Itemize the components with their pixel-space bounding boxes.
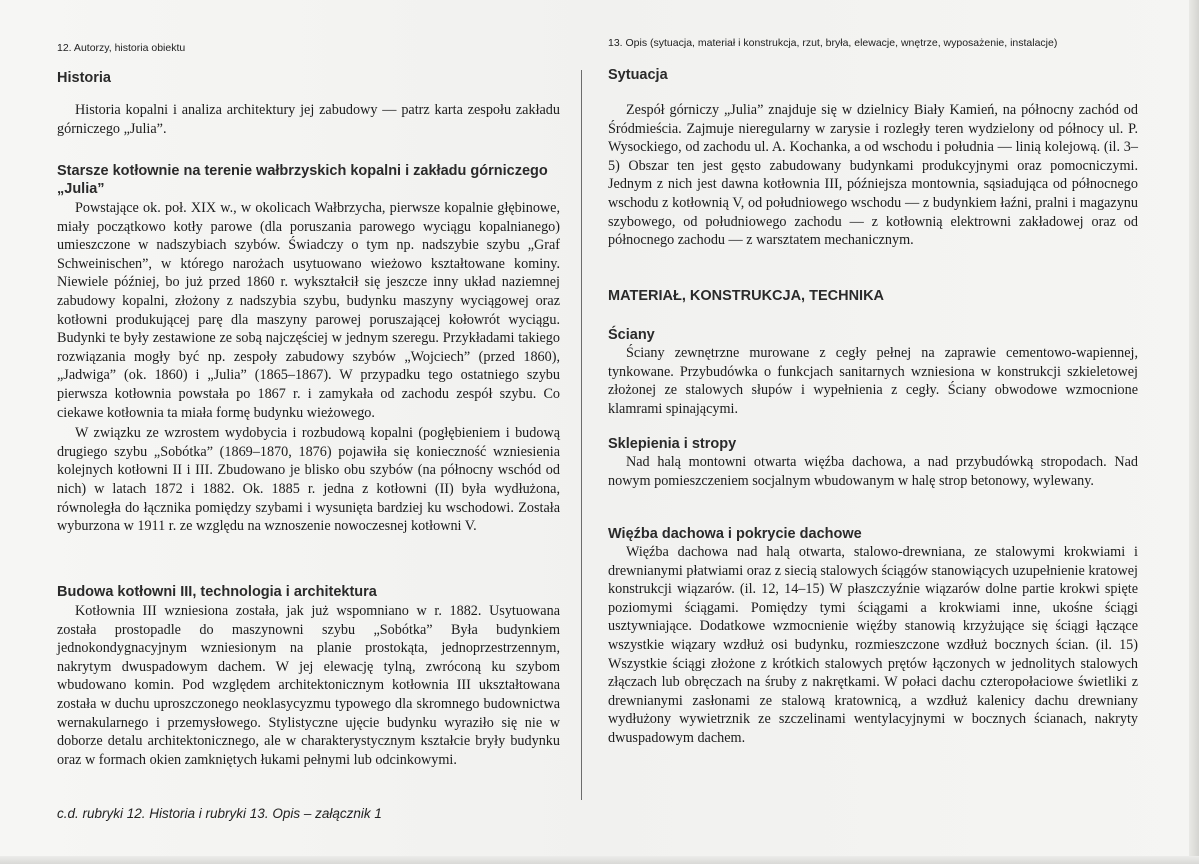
section-material [608, 288, 1138, 304]
column-divider [581, 70, 582, 800]
section-budowa [57, 584, 560, 769]
starsze-paragraph-1: Powstające ok. poł. XIX w., w okolicach Wałbrzycha, pierwsze kopalnie głębinowe, miały początkowo kotły parowe (dla poruszania parowego wyciągu kopalnianego) umieszczone w nadszybiach szybów. Świadczy o tym np. nadszybie szybu „Graf Schweinischen”, w którego narożach usytuowano wieżowo kształtowane kominy. Niewiele później, bo już przed 1860 r. wykształcił się jeszcze inny układ naziemnej zabudowy kopalni, złożony z nadszybia szybu, budynku maszyny wyciągowej oraz kotłowni produkującej parę dla maszyny parowej poruszającej kołowrót wyciągu. Budynki te były zestawione ze sobą najczęściej w jednym szeregu. Przykładami takiego rozwiązania mogły być np. zespoły zabudowy szybów „Wojciech” (przed 1860), „Jadwiga” (ok. 1860) i „Julia” (1865–1867). W przypadku tego ostatniego szybu pierwsza kotłownia powstała po 1867 r. i zamykała od zachodu zespół szybu. Co ciekawe kotłownia ta miała formę budynku wieżowego. [57, 200, 560, 421]
heading-starsze-kotlownie: Starsze kotłownie na terenie wałbrzyskich kopalni i zakładu górniczego „Julia” [57, 163, 548, 197]
starsze-paragraph-2: W związku ze wzrostem wydobycia i rozbudową kopalni (pogłębieniem i budową drugiego szybu „Sobótka” (1869–1870, 1876) pojawiła się konieczność wzniesienia kolejnych kotłowni II i III. Zbudowano je blisko obu szybów (na północny wschód od nich) w latach 1872 i 1882. Ok. 1885 r. jedna z kotłowni (II) była wydłużona, równoległa do łącznika pomiędzy szybami i wysunięta bardziej ku wschodowi. Została wyburzona w 1911 r. ze względu na wznoszenie nowoczesnej kotłowni V. [57, 425, 560, 535]
budowa-text: Kotłownia III wzniesiona została, jak już wspomniano w r. 1882. Usytuowana została prostopadle do maszynowni szybu „Sobótka” Była budynkiem jednokondygnacyjnym wzniesionym na planie prostokąta, jednoprzestrzennym, nakrytym dwuspadowym dachem. W jej elewację tylną, zwróconą ku szybom wbudowano komin. Pod względem architektonicznym kotłownia III ukształtowana została w duchu uproszczonego neoklasycyzmu typowego dla skromnego budownictwa wernakularnego i przemysłowego. Stylistyczne ujęcie budynku wyraziło się nie w doborze detalu architektonicznego, ale w charakterystycznym kształcie bryły budynku oraz w formach okien zamkniętych łukami pełnymi lub odcinkowymi. [57, 603, 560, 768]
heading-sklepienia: Sklepienia i stropy [608, 436, 737, 452]
heading-sytuacja: Sytuacja [608, 67, 668, 83]
heading-budowa: Budowa kotłowni III, technologia i architektura [57, 584, 377, 600]
heading-wiezba: Więźba dachowa i pokrycie dachowe [608, 526, 862, 542]
section-wiezba [608, 526, 1138, 748]
heading-historia: Historia [57, 70, 111, 86]
page-footer: c.d. rubryki 12. Historia i rubryki 13. Opis – załącznik 1 [57, 806, 382, 821]
section-sytuacja [608, 67, 1138, 250]
right-running-header: 13. Opis (sytuacja, materiał i konstrukcja, rzut, bryła, elewacje, wnętrze, wyposażenie, instalacje) [608, 37, 1058, 49]
left-running-header: 12. Autorzy, historia obiektu [57, 42, 186, 54]
historia-text: Historia kopalni i analiza architektury jej zabudowy — patrz karta zespołu zakładu górniczego „Julia”. [57, 102, 560, 137]
section-sklepienia [608, 436, 1138, 490]
page-edge-shadow [1189, 0, 1199, 864]
sytuacja-text: Zespół górniczy „Julia” znajduje się w dzielnicy Biały Kamień, na północny zachód od Śródmieścia. Zajmuje nieregularny w zarysie i rozległy teren wydzielony od północy ul. P. Wysockiego, od zachodu ul. A. Kochanka, a od wschodu i południa — linią kolejową. (il. 3–5) Obszar ten jest gęsto zabudowany budynkami produkcyjnymi oraz pomocniczymi. Jednym z nich jest dawna kotłownia III, późniejsza montownia, sąsiadująca od północnego wschodu z kotłownią V, od południowego wschodu — z budynkiem łaźni, pralni i magazynu szybowego, od południowego zachodu — z kotłownią elektrowni zakładowej oraz od północnego zachodu — z warsztatem mechanicznym. [608, 102, 1138, 249]
heading-material: MATERIAŁ, KONSTRUKCJA, TECHNIKA [608, 288, 885, 304]
section-starsze-kotlownie [57, 162, 560, 536]
sciany-text: Ściany zewnętrzne murowane z cegły pełnej na zaprawie cementowo-wapiennej, tynkowane. Przybudówka o funkcjach sanitarnych wzniesiona w konstrukcji szkieletowej złożonej ze stalowych słupów i wypełnienia z cegły. Ściany obwodowe wzmocnione klamrami spinającymi. [608, 345, 1138, 417]
page-bottom-edge [0, 856, 1199, 864]
section-historia [57, 70, 560, 138]
wiezba-text: Więźba dachowa nad halą otwarta, stalowo-drewniana, ze stalowymi krokwiami i drewnianymi płatwiami oraz z siecią stalowych ściągów stanowiących uzupełnienie kratowej konstrukcji wiązarów. (il. 12, 14–15) W płaszczyźnie wiązarów dolne partie krokwi spięte poziomymi ściągami. Pomiędzy tymi ściągami a krokwiami inne, ukośne ściągi usztywniające. Dodatkowe wzmocnienie więźby stanowią krzyżujące się ściągi łączące wszystkie wiązary wzdłuż osi budynku, rozmieszczone wzdłuż bocznych ścian. (il. 15) Wszystkie ściągi złożone z krótkich stalowych prętów łączonych w jednolitych stalowych złączach lub obręczach na śruby z nakrętkami. W połaci dachu czteropołaciowe świetliki z drewnianymi zasłonami ze stalową kratownicą, a wzdłuż kalenicy dachu drewniany wydłużony wywietrznik ze szczelinami wentylacyjnymi w bocznych ścianach, nakryty dwuspadowym dachem. [608, 544, 1138, 746]
heading-sciany: Ściany [608, 327, 655, 343]
section-sciany [608, 327, 1138, 418]
sklepienia-text: Nad halą montowni otwarta więźba dachowa, a nad przybudówką stropodach. Nad nowym pomieszczeniem socjalnym wbudowanym w halę strop betonowy, wylewany. [608, 454, 1138, 489]
